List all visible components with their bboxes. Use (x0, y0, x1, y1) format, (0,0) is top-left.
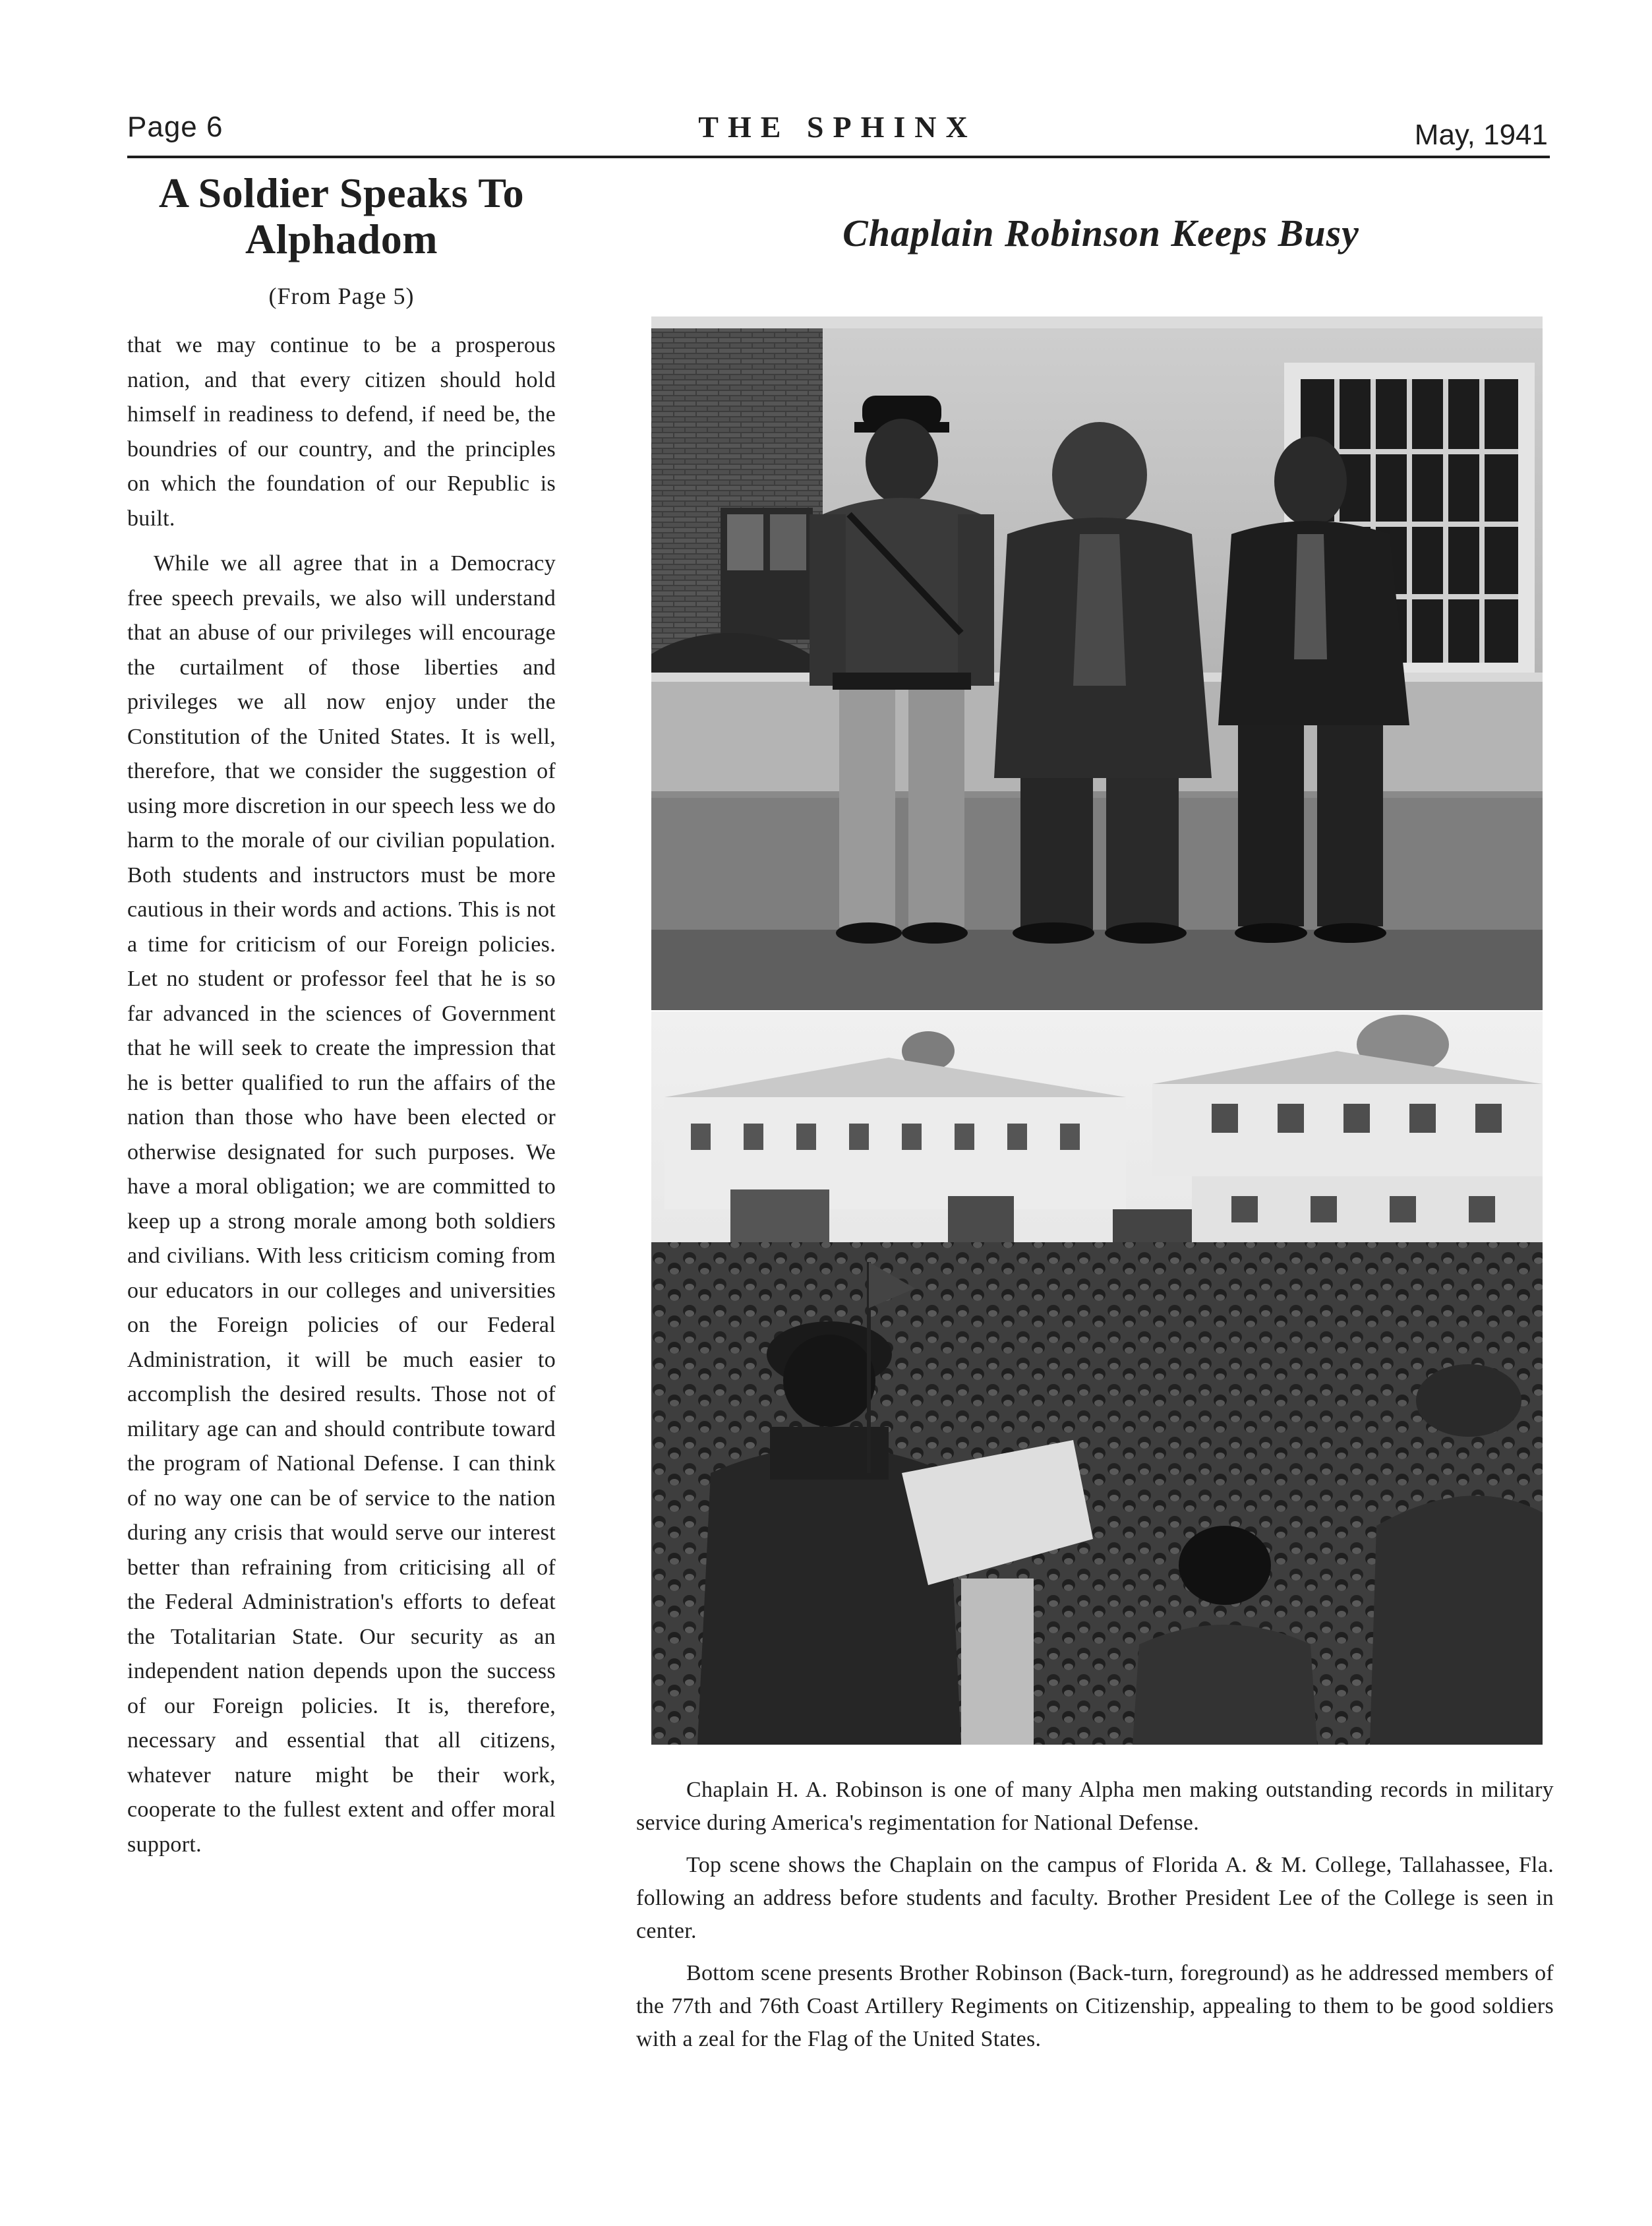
photo-chaplain-addressing-troops-image (651, 1011, 1543, 1745)
caption-paragraph-1: Chaplain H. A. Robinson is one of many Alpha men making outstanding records in military service during America's regimentation for National Defense. (636, 1778, 1554, 1835)
article-column (127, 170, 556, 1873)
photo-chaplain-campus-image (651, 316, 1543, 1010)
continued-from-note: (From Page 5) (268, 283, 415, 309)
article-title (127, 170, 556, 262)
header-rule (127, 156, 1550, 158)
article-body (127, 328, 556, 1862)
article-title-line-2: Alphadom (245, 216, 438, 262)
photo-chaplain-addressing-troops (651, 1011, 1543, 1745)
photo-caption (636, 1774, 1554, 2065)
feature-title: Chaplain Robinson Keeps Busy (842, 212, 1359, 255)
photo-chaplain-campus (651, 316, 1543, 1010)
article-paragraph-1: that we may continue to be a prosperous nation, and that every citizen should hold himself in readiness to defend, if need be, the boundries of our country, and the principles on which the foundation of our Republic is built. (127, 333, 556, 531)
publication-name: THE SPHINX (698, 110, 977, 144)
caption-paragraph-3: Bottom scene presents Brother Robinson (Back-turn, foreground) as he addressed members of the 77th and 76th Coast Artillery Regiments on Citizenship, appealing to them to be good soldiers with a zeal for the Flag of the United States. (636, 1961, 1554, 2051)
issue-date: May, 1941 (1414, 119, 1548, 151)
article-paragraph-2: While we all agree that in a Democracy free speech prevails, we also will understand that an abuse of our privileges will encourage the curtailment of those liberties and privileges we all now enjoy under the Constitution of the United States. It is well, therefore, that we consider the suggestion of using more discretion in our speech less we do harm to the morale of our civilian population. Both students and instructors must be more cautious in their words and actions. This is not a time for criticism of our Foreign policies. Let no student or professor feel that he is so far advanced in the sciences of Government that he will seek to create the impression that he is better qualified to run the affairs of the nation than those who have been elected or otherwise designated for such purposes. We have a moral obligation; we are committed to keep up a strong morale among both soldiers and civilians. With less criticism coming from our educators in our colleges and universities on the Foreign policies of our Federal Administration, it will be much easier to accomplish the desired results. Those not of military age can and should contribute toward the program of National Defense. I can think of no way one can be of service to the nation during any crisis that would serve our interest better than refraining from criticising all of the Federal Administration's efforts to defeat the Totalitarian State. Our security as an independent nation depends upon the success of our Foreign policies. It is, therefore, necessary and essential that all citizens, whatever nature might be their work, cooperate to the fullest extent and offer moral support. (127, 551, 556, 1857)
page-number: Page 6 (127, 111, 223, 143)
caption-paragraph-2: Top scene shows the Chaplain on the campus of Florida A. & M. College, Tallahassee, Fla. following an address before students and faculty. Brother President Lee of the College is seen in center. (636, 1853, 1554, 1943)
article-title-line-1: A Soldier Speaks To (158, 169, 525, 216)
page-header (127, 105, 1548, 157)
